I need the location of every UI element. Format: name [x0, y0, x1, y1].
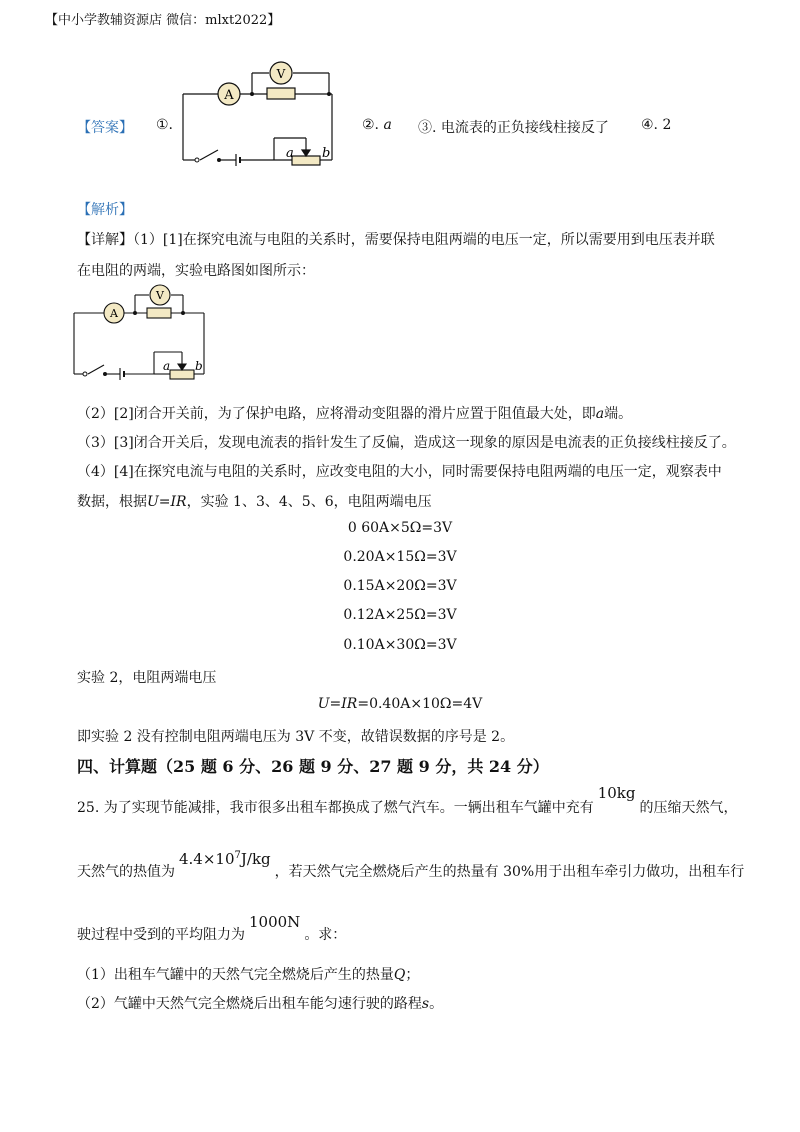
experiment-2-equation: U=IR=0.40A×10Ω=4V	[317, 696, 483, 712]
answer-item-3: ③. 电流表的正负接线柱接反了	[418, 120, 609, 136]
answer-label: 【答案】	[77, 120, 133, 136]
analysis-label: 【解析】	[77, 202, 133, 218]
analysis-paragraph-3: （3）[3]闭合开关后，发现电流表的指针发生了反偏，造成这一现象的原因是电流表的正负接线柱接反了。	[77, 435, 736, 451]
analysis-paragraph-1b: 在电阻的两端，实验电路图如图所示：	[77, 263, 315, 279]
header-watermark: 【中小学教辅资源店 微信：mlxt2022】	[45, 13, 281, 28]
experiment-2-label: 实验 2，电阻两端电压	[77, 670, 217, 686]
analysis-paragraph-2: （2）[2]闭合开关前，为了保护电路，应将滑动变阻器的滑片应置于阻值最大处，即a端。	[77, 406, 633, 422]
q25-line-2: 天然气的热值为$4.4\times 10^7J/kg$，若天然气完全燃烧后产生的热量有 30%用于出租车牵引力做功，出租车行	[77, 850, 745, 880]
analysis-paragraph-4a: （4）[4]在探究电流与电阻的关系时，应改变电阻的大小，同时需要保持电阻两端的电压一定，观察表中	[77, 464, 722, 480]
rheostat-end-b: b	[195, 359, 203, 373]
equation-1: 0 60A×5Ω=3V	[347, 520, 453, 536]
equation-4: 0.12A×25Ω=3V	[343, 607, 457, 623]
equation-2: 0.20A×15Ω=3V	[343, 549, 457, 565]
analysis-paragraph-4b: 数据，根据U=IR，实验 1、3、4、5、6，电阻两端电压	[77, 494, 432, 510]
answer-item-2: ②. a	[362, 117, 392, 133]
voltmeter-label: V	[156, 289, 164, 302]
circuit-diagram-answer	[178, 58, 338, 176]
answer-item-1: ①.	[156, 117, 174, 133]
section-4-title: 四、计算题（25 题 6 分、26 题 9 分、27 题 9 分，共 24 分）	[77, 757, 549, 776]
ammeter-label: A	[224, 88, 234, 103]
analysis-paragraph-1a: 【详解】（1）[1]在探究电流与电阻的关系时，需要保持电阻两端的电压一定，所以需要用到电压表并联	[77, 232, 715, 248]
equation-3: 0.15A×20Ω=3V	[343, 578, 457, 594]
q25-sub-2: （2）气罐中天然气完全燃烧后出租车能匀速行驶的路程s。	[77, 996, 444, 1012]
answer-item-4: ④. 2	[641, 117, 672, 133]
equation-5: 0.10A×30Ω=3V	[343, 637, 457, 653]
rheostat-end-b: b	[322, 146, 331, 161]
q25-sub-1: （1）出租车气罐中的天然气完全燃烧后产生的热量Q；	[77, 967, 420, 983]
q25-line-1: 25. 为了实现节能减排，我市很多出租车都换成了燃气汽车。一辆出租车气罐中充有10kg的压缩天然气，	[77, 784, 738, 816]
rheostat-end-a: a	[163, 359, 171, 373]
ammeter-label: A	[110, 307, 118, 320]
rheostat-end-a: a	[286, 146, 294, 161]
circuit-diagram-analysis	[70, 282, 210, 386]
analysis-conclusion: 即实验 2 没有控制电阻两端电压为 3V 不变，故错误数据的序号是 2。	[77, 729, 515, 745]
voltmeter-label: V	[276, 67, 286, 81]
q25-line-3: 驶过程中受到的平均阻力为1000N。求：	[77, 913, 347, 943]
